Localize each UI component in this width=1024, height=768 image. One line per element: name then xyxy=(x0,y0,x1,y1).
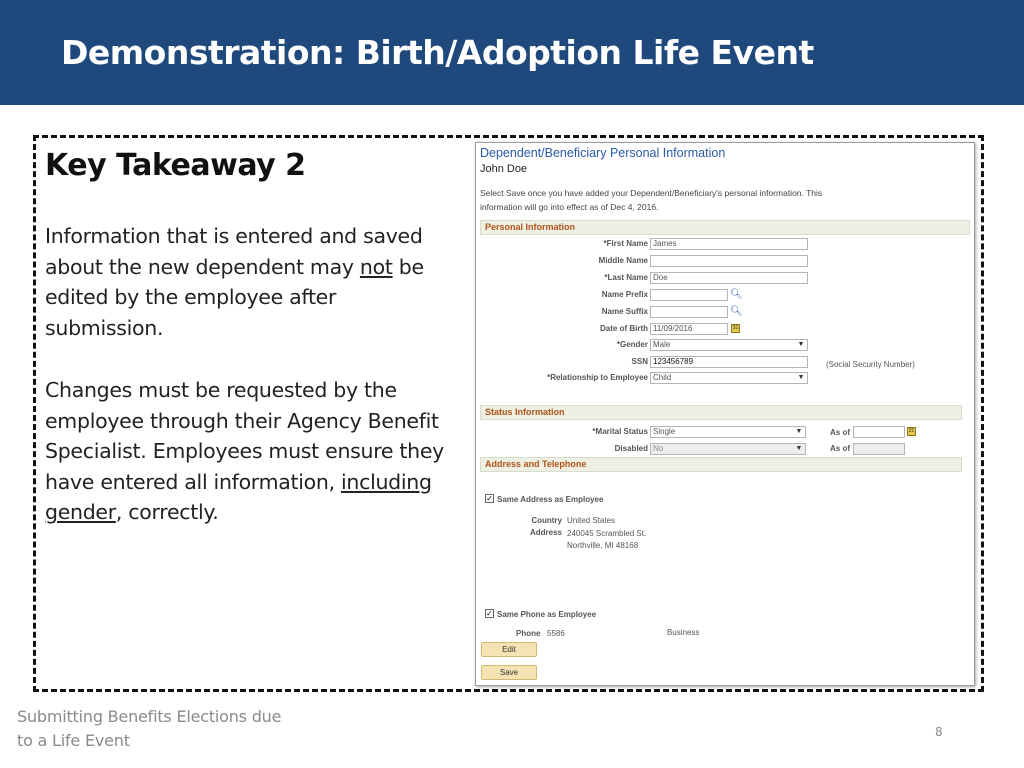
as-of-input[interactable] xyxy=(853,426,905,438)
middle-name-input[interactable] xyxy=(650,255,808,267)
ssn-note: (Social Security Number) xyxy=(826,360,915,369)
employee-name: John Doe xyxy=(480,163,528,175)
name-suffix-input[interactable] xyxy=(650,306,728,318)
address-section-header: Address and Telephone xyxy=(480,457,962,472)
slide-header xyxy=(0,0,1024,105)
name-suffix-lookup-icon[interactable]: 🔍︎ xyxy=(730,306,743,317)
name-prefix-label: Name Prefix xyxy=(601,290,648,299)
relationship-label: *Relationship to Employee xyxy=(547,373,648,382)
para2-text-b: , correctly. xyxy=(115,500,219,525)
form-title: Dependent/Beneficiary Personal Information xyxy=(480,146,726,160)
chevron-down-icon: ▼ xyxy=(797,341,805,348)
country-label: Country xyxy=(531,516,562,525)
form-screenshot xyxy=(475,142,975,686)
calendar-icon[interactable]: 31 xyxy=(908,428,915,434)
same-phone-label: Same Phone as Employee xyxy=(497,610,597,619)
as-of-input-2 xyxy=(853,443,905,455)
marital-status-select[interactable] xyxy=(650,426,806,438)
name-prefix-lookup-icon[interactable]: 🔍︎ xyxy=(730,289,743,300)
form-instructions: Select Save once you have added your Dependent/Beneficiary's personal information. This information will go into effect as of Dec 4, 2016. xyxy=(480,188,823,212)
page-number: 8 xyxy=(935,725,943,739)
as-of-label: As of xyxy=(830,428,850,437)
save-button[interactable]: Save xyxy=(481,665,537,680)
gender-label: *Gender xyxy=(616,340,648,349)
relationship-select[interactable] xyxy=(650,372,808,384)
first-name-input[interactable]: James xyxy=(650,238,808,250)
dob-label: Date of Birth xyxy=(600,324,648,333)
disabled-label: Disabled xyxy=(614,444,648,453)
country-value: United States xyxy=(567,516,616,525)
para2-underlined: including gender xyxy=(45,469,432,525)
calendar-icon[interactable]: 31 xyxy=(732,325,739,331)
edit-button[interactable]: Edit xyxy=(481,642,537,657)
para1-text-a: Information that is entered and saved about the new dependent may xyxy=(45,224,423,279)
para1-text-b: be edited by the employee after submission. xyxy=(45,254,424,340)
address-label: Address xyxy=(529,528,562,537)
status-info-section-header: Status Information xyxy=(480,405,962,420)
middle-name-label: Middle Name xyxy=(598,256,648,265)
disabled-select xyxy=(650,443,806,455)
key-takeaway-heading: Key Takeaway 2 xyxy=(45,148,306,183)
gender-value: Male xyxy=(653,340,671,349)
as-of-label-2: As of xyxy=(830,444,850,453)
name-prefix-input[interactable] xyxy=(650,289,728,301)
ssn-input[interactable]: 123456789 xyxy=(650,356,808,368)
slide-title: Demonstration: Birth/Adoption Life Event xyxy=(61,33,814,72)
phone-value: 5586 xyxy=(547,629,565,638)
chevron-down-icon: ▼ xyxy=(795,445,803,452)
last-name-input[interactable]: Doe xyxy=(650,272,808,284)
name-suffix-label: Name Suffix xyxy=(601,307,648,316)
ssn-label: SSN xyxy=(631,357,648,366)
same-address-label: Same Address as Employee xyxy=(497,495,604,504)
last-name-label: *Last Name xyxy=(604,273,648,282)
same-address-checkbox[interactable]: ✓ xyxy=(486,494,493,503)
dob-input[interactable]: 11/09/2016 xyxy=(650,323,728,335)
gender-select[interactable] xyxy=(650,339,808,351)
para2-text-a: Changes must be requested by the employee through their Agency Benefit Specialist. Employees must ensure they have entered all information, xyxy=(45,378,444,494)
chevron-down-icon: ▼ xyxy=(797,374,805,381)
first-name-label: *First Name xyxy=(603,239,648,248)
disabled-value: No xyxy=(653,444,664,453)
takeaway-paragraph-1 xyxy=(45,221,455,343)
phone-label: Phone xyxy=(516,629,541,638)
personal-info-section-header: Personal Information xyxy=(480,220,970,235)
chevron-down-icon: ▼ xyxy=(795,428,803,435)
phone-type: Business xyxy=(667,628,700,637)
para1-underlined: not xyxy=(359,254,393,279)
address-line-1: 240045 Scrambled St. xyxy=(567,529,647,538)
relationship-value: Child xyxy=(653,373,672,382)
address-line-2: Northville, MI 48168 xyxy=(567,541,639,550)
footer-text: Submitting Benefits Elections due to a Life Event xyxy=(17,707,282,750)
takeaway-paragraph-2 xyxy=(45,375,455,528)
marital-status-value: Single xyxy=(653,427,676,436)
marital-status-label: *Marital Status xyxy=(592,427,648,436)
same-phone-checkbox[interactable]: ✓ xyxy=(486,609,493,618)
